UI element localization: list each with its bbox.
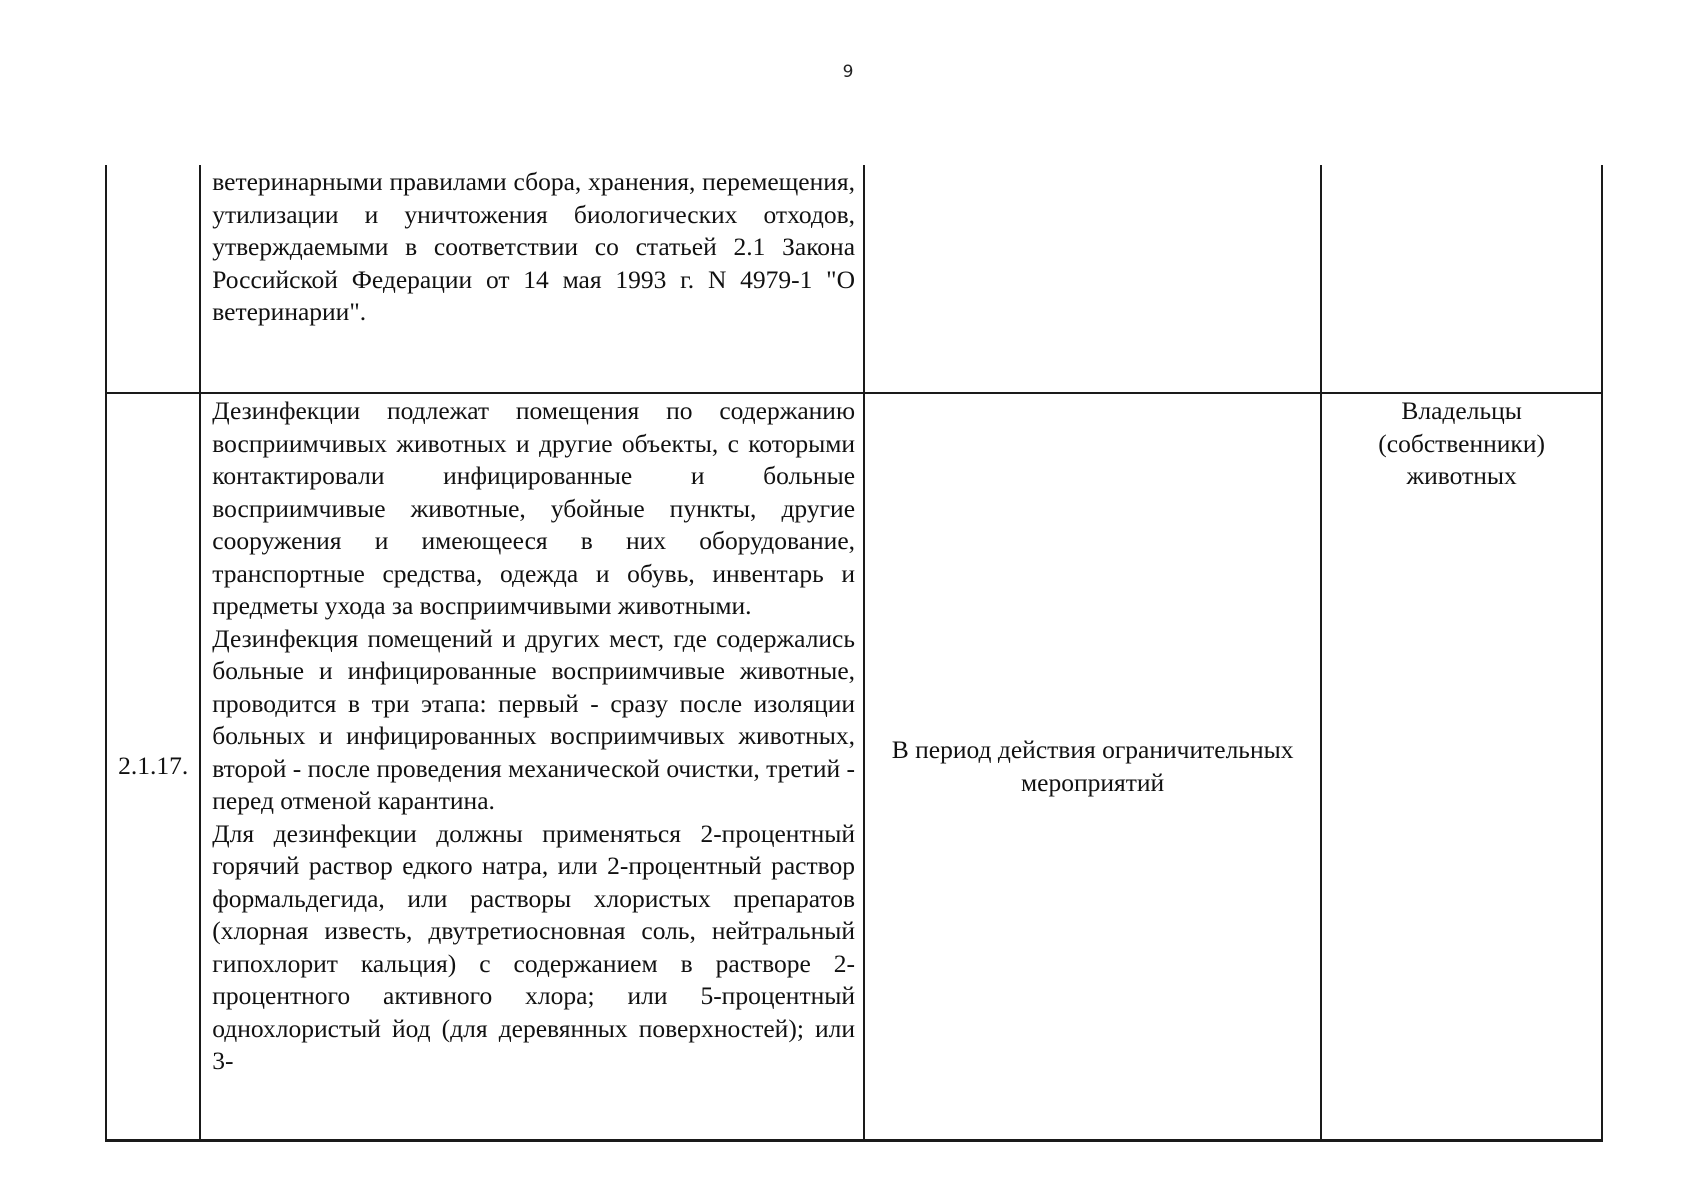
period-cell [864,165,1321,393]
table-row-continuation [106,165,1602,393]
measure-text: ветеринарными правилами сбора, хранения, перемещения, утилизации и уничтожения биологических отходов, утверждаемыми в соответствии со статьей 2.1 Закона Российской Федерации от 14 мая 1993 г. N 4979-1 "О ветеринарии". [212,167,856,326]
table-row [106,393,1602,1141]
measure-text-cell [200,393,864,1141]
item-number: 2.1.17. [106,393,200,1141]
measure-paragraph: Для дезинфекции должны применяться 2-процентный горячий раствор едкого натра, или 2-процентный раствор формальдегида, или растворы хлористых препаратов (хлорная известь, двутретиосновная соль, нейтральный гипохлорит кальция) с содержанием в растворе 2-процентного активного хлора; или 5-процентный однохлористый йод (для деревянных поверхностей); или 3- [212,818,856,1075]
responsible-line: (собственники) [1378,428,1545,458]
measure-paragraph: Дезинфекции подлежат помещения по содержанию восприимчивых животных и другие объекты, с которыми контактировали инфицированные и больные восприимчивые животные, убойные пункты, другие сооружения и имеющееся в них оборудование, транспортные средства, одежда и обувь, инвентарь и предметы ухода за восприимчивыми животными. [212,396,856,620]
responsible-line: Владельцы [1401,396,1522,425]
page-number: 9 [842,62,854,82]
responsible-line: животных [1406,461,1517,490]
measure-text-cell [200,165,864,393]
responsible-cell [1321,165,1602,393]
item-number-cell [106,165,200,393]
measure-paragraph: Дезинфекция помещений и других мест, где содержались больные и инфицированные восприимчивые животные, проводится в три этапа: первый - сразу после изоляции больных и инфицированных восприимчивых животных, второй - после проведения механической очистки, третий - перед отменой карантина. [212,623,856,815]
responsible-cell [1321,393,1602,1141]
measures-table [105,165,1603,1142]
period-text: В период действия ограничительных мероприятий [864,393,1321,1141]
